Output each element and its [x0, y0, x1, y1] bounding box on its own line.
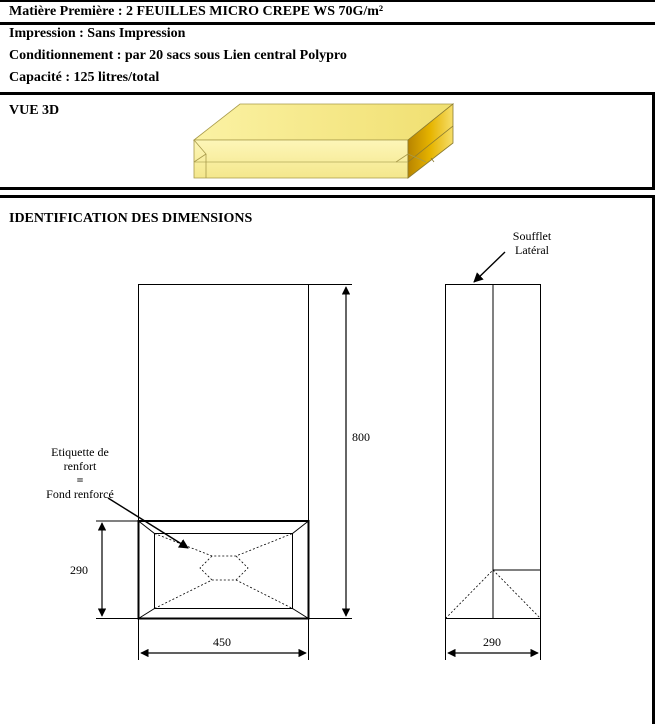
soufflet-label-line2: Latéral [515, 243, 549, 257]
height-dimension-label: 800 [352, 430, 370, 444]
front-view-outline [139, 285, 309, 619]
capacite-text: Capacité : 125 litres/total [9, 70, 160, 85]
soufflet-label-line1: Soufflet [512, 229, 552, 243]
side-width-dimension-label: 290 [483, 635, 501, 649]
envelope-fold-lines [155, 534, 293, 609]
etiquette-label-line1: Etiquette de [51, 445, 109, 459]
reinforced-label-inner [155, 534, 293, 609]
impression-text: Impression : Sans Impression [9, 26, 186, 41]
etiquette-label-equals: = [76, 473, 84, 487]
conditionnement-text: Conditionnement : par 20 sacs sous Lien central Polypro [9, 48, 347, 63]
vue-3d-title: VUE 3D [9, 103, 60, 118]
soufflet-pointer-arrow [474, 252, 505, 282]
matiere-premiere-text: Matière Première : 2 FEUILLES MICRO CREPE WS 70G/m² [9, 4, 384, 19]
width-dimension-label: 450 [213, 635, 231, 649]
etiquette-label-line2: renfort [63, 459, 97, 473]
bottom-height-dimension-label: 290 [70, 563, 88, 577]
fond-renforce-label: Fond renforcé [46, 487, 114, 501]
dimensions-title: IDENTIFICATION DES DIMENSIONS [9, 211, 253, 226]
etiquette-pointer-arrow [108, 498, 188, 548]
